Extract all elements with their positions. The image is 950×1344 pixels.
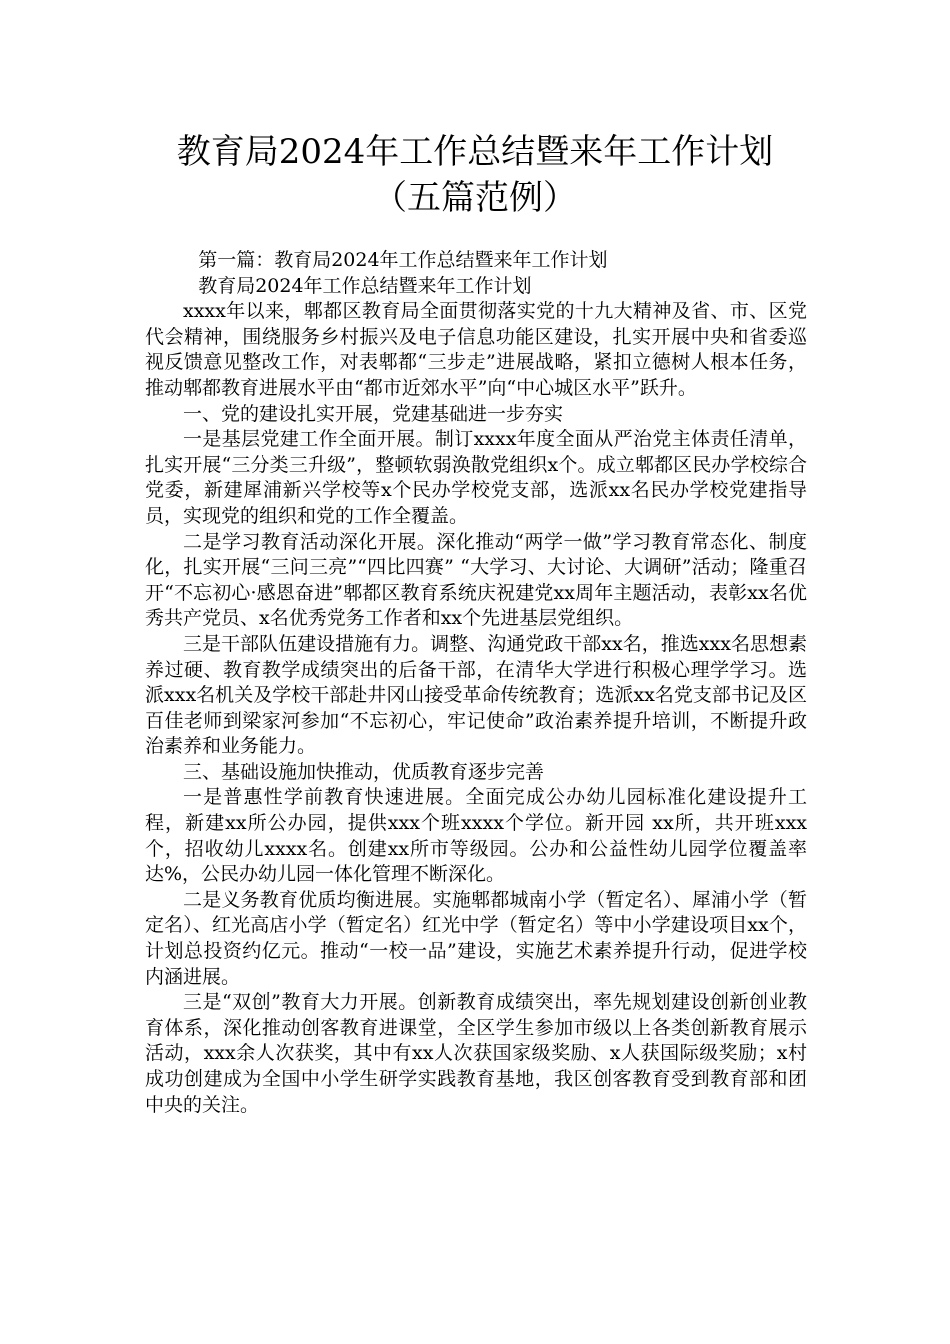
document-body xyxy=(145,248,807,1118)
body-paragraph: xxxx年以来，郫都区教育局全面贯彻落实党的十九大精神及省、市、区党代会精神，围绕服务乡村振兴及电子信息功能区建设，扎实开展中央和省委巡视反馈意见整改工作，对表郫都“三步走”进展战略，紧扣立德树人根本任务，推动郫都教育进展水平由“都市近郊水平”向“中心城区水平”跃升。 xyxy=(145,300,807,399)
section-heading: 三、基础设施加快推动，优质教育逐步完善 xyxy=(183,760,545,783)
section-heading: 第一篇：教育局2024年工作总结暨来年工作计划 xyxy=(198,249,608,271)
section-heading: 一、党的建设扎实开展，党建基础进一步夯实 xyxy=(183,402,564,425)
body-paragraph: 一是基层党建工作全面开展。制订xxxx年度全面从严治党主体责任清单，扎实开展“三分类三升级”，整顿软弱涣散党组织x个。成立郫都区民办学校综合党委，新建犀浦新兴学校等x个民办学校党支部，选派xx名民办学校党建指导员，实现党的组织和党的工作全覆盖。 xyxy=(145,428,807,527)
article-heading: 教育局2024年工作总结暨来年工作计划 xyxy=(198,274,532,297)
body-paragraph: 二是学习教育活动深化开展。深化推动“两学一做”学习教育常态化、制度化，扎实开展“三问三亮”“四比四赛” “大学习、大讨论、大调研”活动；隆重召开“不忘初心·感恩奋进”郫都区教育系统庆祝建党xx周年主题活动，表彰xx名优秀共产党员、x名优秀党务工作者和xx个先进基层党组织。 xyxy=(145,530,807,630)
body-paragraph: 三是“双创”教育大力开展。创新教育成绩突出，率先规划建设创新创业教育体系，深化推动创客教育进课堂，全区学生参加市级以上各类创新教育展示活动，xxx余人次获奖，其中有xx人次获国家级奖励、x人获国际级奖励；x村成功创建成为全国中小学生研学实践教育基地，我区创客教育受到教育部和团中央的关注。 xyxy=(145,991,807,1116)
body-paragraph: 一是普惠性学前教育快速进展。全面完成公办幼儿园标准化建设提升工程，新建xx所公办园，提供xxx个班xxxx个学位。新开园 xx所，共开班xxx个，招收幼儿xxxx名。创建xx所市等级园。公办和公益性幼儿园学位覆盖率达%，公民办幼儿园一体化管理不断深化。 xyxy=(145,786,807,886)
body-paragraph: 二是义务教育优质均衡进展。实施郫都城南小学（暂定名）、犀浦小学（暂定名）、红光高店小学（暂定名）红光中学（暂定名）等中小学建设项目xx个，计划总投资约亿元。推动“一校一品”建设，实施艺术素养提升行动，促进学校内涵进展。 xyxy=(145,888,807,988)
body-paragraph: 三是干部队伍建设措施有力。调整、沟通党政干部xx名，推选xxx名思想素养过硬、教育教学成绩突出的后备干部，在清华大学进行积极心理学学习。选派xxx名机关及学校干部赴井冈山接受革命传统教育；选派xx名党支部书记及区百佳老师到梁家河参加“不忘初心，牢记使命”政治素养提升培训，不断提升政治素养和业务能力。 xyxy=(145,632,807,758)
document-title: 教育局2024年工作总结暨来年工作计划 xyxy=(176,132,774,172)
document-subtitle: （五篇范例） xyxy=(373,178,577,218)
